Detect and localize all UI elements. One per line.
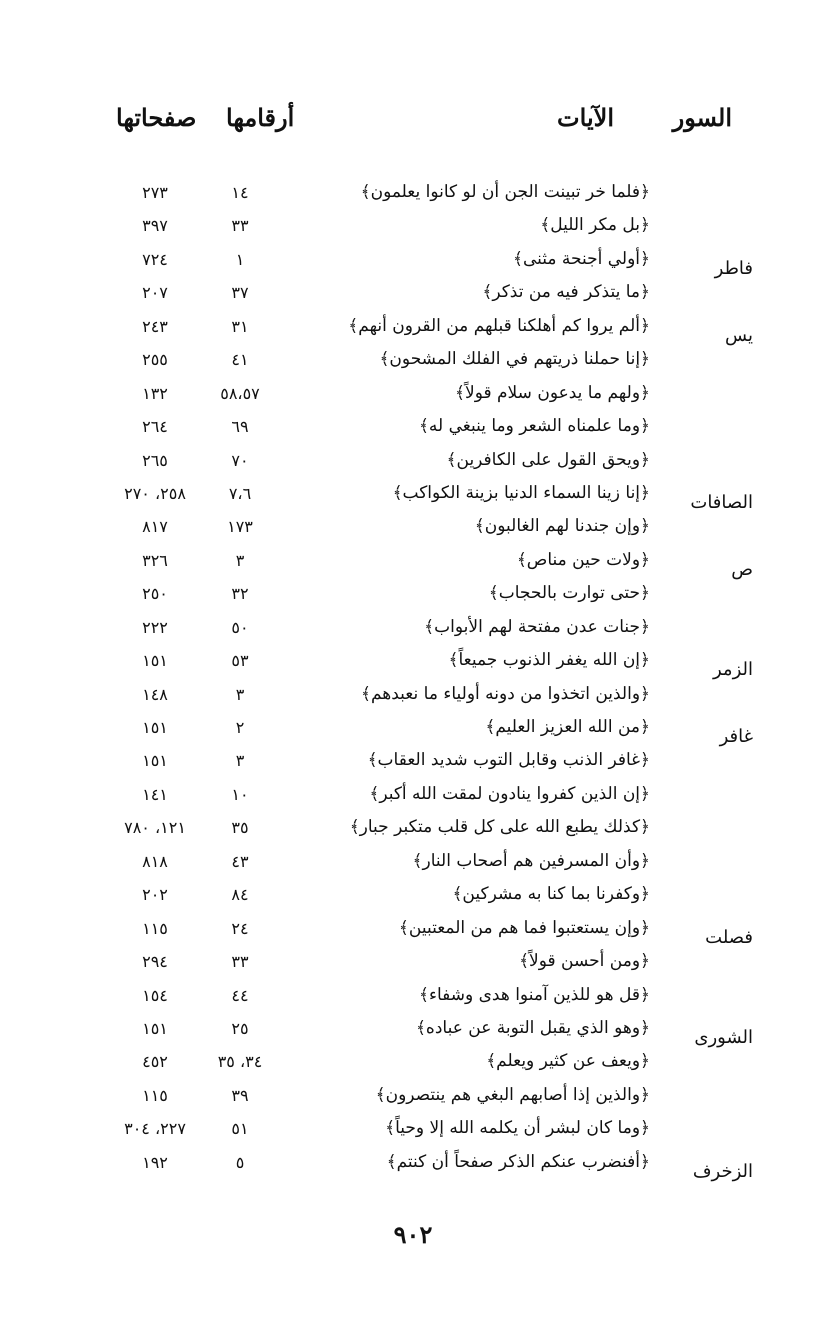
verse-number: ٣٧ <box>231 283 249 303</box>
table-row <box>0 945 826 978</box>
table-row <box>0 979 826 1012</box>
table-row <box>0 377 826 410</box>
table-row <box>0 912 826 948</box>
verse-text: ﴿أولي أجنحة مثنى﴾ <box>513 248 650 269</box>
verse-text: ﴿وإن يستعتبوا فما هم من المعتبين﴾ <box>398 917 650 938</box>
table-row <box>0 310 826 346</box>
verse-number: ٢٥ <box>231 1018 249 1038</box>
table-row <box>0 778 826 811</box>
table-row <box>0 678 826 711</box>
surah-name: الزمر <box>713 659 753 681</box>
verse-text: ﴿والذين اتخذوا من دونه أولياء ما نعبدهم﴾ <box>361 683 650 704</box>
verse-text: ﴿كذلك يطبع الله على كل قلب متكبر جبار﴾ <box>349 817 650 838</box>
verse-text: ﴿فلما خر تبينت الجن أن لو كانوا يعلمون﴾ <box>360 182 650 202</box>
table-row <box>0 209 826 242</box>
verse-number: ٤٣ <box>231 851 249 871</box>
table-row <box>0 1079 826 1112</box>
header-numbers: أرقامها <box>226 103 295 132</box>
surah-name: غافر <box>719 726 753 747</box>
verse-number: ١ <box>235 249 245 269</box>
page-refs: ١٥٤ <box>142 985 168 1005</box>
verse-text: ﴿ما يتذكر فيه من تذكر﴾ <box>482 282 650 303</box>
table-row <box>0 611 826 644</box>
page-refs: ٢٦٤ <box>142 417 168 437</box>
verse-number: ٢٤ <box>231 918 249 938</box>
page-refs: ٢٠٢ <box>142 885 168 905</box>
verse-text: ﴿قل هو للذين آمنوا هدى وشفاء﴾ <box>419 984 650 1005</box>
table-row <box>0 544 826 580</box>
page-refs: ١٥١ <box>142 751 168 771</box>
verse-number: ٧٠ <box>231 450 249 470</box>
verse-number: ٧،٦ <box>228 483 252 503</box>
surah-name: ص <box>731 558 753 580</box>
table-row <box>0 744 826 777</box>
verse-text: ﴿حتى توارت بالحجاب﴾ <box>488 583 650 604</box>
header-ayat: الآيات <box>557 103 614 132</box>
table-row <box>0 444 826 477</box>
page-refs: ٢٥٠ <box>142 584 168 604</box>
table-row <box>0 243 826 279</box>
verse-number: ٥١ <box>231 1119 249 1139</box>
page-refs: ٢٤٣ <box>142 316 168 336</box>
table-row <box>0 176 826 209</box>
page-refs: ١٣٢ <box>142 383 168 403</box>
page-number: ٩٠٢ <box>393 1220 433 1249</box>
surah-name: يس <box>725 324 753 346</box>
verse-text: ﴿أفنضرب عنكم الذكر صفحاً أن كنتم﴾ <box>386 1151 650 1172</box>
page-refs: ٢٦٥ <box>142 450 168 470</box>
verse-text: ﴿وكفرنا بما كنا به مشركين﴾ <box>452 884 650 905</box>
verse-number: ٣ <box>235 550 245 570</box>
table-row <box>0 477 826 513</box>
verse-text: ﴿ولهم ما يدعون سلام قولاً﴾ <box>455 382 650 403</box>
page-refs: ٢٢٧، ٣٠٤ <box>124 1119 186 1139</box>
page-refs: ١٥١ <box>142 718 168 737</box>
verse-text: ﴿وهو الذي يقبل التوبة عن عباده﴾ <box>415 1017 650 1038</box>
verse-number: ٨٤ <box>231 885 249 905</box>
table-row <box>0 845 826 878</box>
page-refs: ١٩٢ <box>142 1152 168 1172</box>
page-refs: ١٢١، ٧٨٠ <box>124 818 186 838</box>
surah-name: فصلت <box>705 926 753 948</box>
page-refs: ٤٥٢ <box>142 1052 168 1072</box>
verse-number: ٥٠ <box>231 617 249 637</box>
page-refs: ١٥١ <box>142 1018 168 1038</box>
page-refs: ٢٠٧ <box>142 283 168 303</box>
table-row <box>0 1045 826 1078</box>
verse-text: ﴿ومن أحسن قولاً﴾ <box>519 951 650 972</box>
verse-number: ١٤ <box>231 183 249 202</box>
verse-number: ٥٣ <box>231 651 249 671</box>
verse-text: ﴿وأن المسرفين هم أصحاب النار﴾ <box>412 850 650 871</box>
verse-number: ٦٩ <box>231 417 249 437</box>
verse-number: ٣١ <box>231 316 249 336</box>
verse-number: ١٠ <box>231 784 249 804</box>
table-row <box>0 711 826 747</box>
page-refs: ١٤٨ <box>142 684 168 704</box>
table-row <box>0 510 826 543</box>
page-refs: ١٥١ <box>142 651 168 671</box>
verse-text: ﴿بل مكر الليل﴾ <box>540 215 650 236</box>
verse-number: ٣٥ <box>231 818 249 838</box>
verse-text: ﴿إن الله يغفر الذنوب جميعاً﴾ <box>448 650 650 671</box>
verse-number: ٣ <box>235 751 245 771</box>
surah-name: فاطر <box>714 257 753 279</box>
table-row <box>0 410 826 443</box>
index-table <box>0 176 826 1182</box>
header-surah: السور <box>672 103 732 132</box>
page-refs: ١٤١ <box>142 784 168 804</box>
page-refs: ١١٥ <box>142 918 168 938</box>
page-refs: ٢٥٨، ٢٧٠ <box>124 483 186 503</box>
page-refs: ١١٥ <box>142 1085 168 1105</box>
verse-text: ﴿إنا زينا السماء الدنيا بزينة الكواكب﴾ <box>392 482 650 503</box>
table-row <box>0 878 826 911</box>
verse-number: ٤٤ <box>231 985 249 1005</box>
header-pages: صفحاتها <box>116 103 197 132</box>
verse-number: ٣ <box>235 684 245 704</box>
verse-number: ٣٣ <box>231 216 249 236</box>
verse-text: ﴿وما علمناه الشعر وما ينبغي له﴾ <box>418 416 650 437</box>
verse-text: ﴿من الله العزيز العليم﴾ <box>485 717 650 737</box>
table-row <box>0 1012 826 1048</box>
verse-text: ﴿إنا حملنا ذريتهم في الفلك المشحون﴾ <box>379 349 650 370</box>
verse-number: ٣٣ <box>231 952 249 972</box>
verse-text: ﴿جنات عدن مفتحة لهم الأبواب﴾ <box>424 616 650 637</box>
table-row <box>0 644 826 681</box>
verse-text: ﴿غافر الذنب وقابل التوب شديد العقاب﴾ <box>367 750 650 771</box>
page-refs: ٣٢٦ <box>142 550 168 570</box>
table-row <box>0 811 826 844</box>
page-refs: ٨١٨ <box>142 851 168 871</box>
verse-text: ﴿إن الذين كفروا ينادون لمقت الله أكبر﴾ <box>369 783 650 804</box>
verse-text: ﴿ويحق القول على الكافرين﴾ <box>446 449 650 470</box>
table-row <box>0 1146 826 1182</box>
page-refs: ٣٩٧ <box>142 216 168 236</box>
page-refs: ٨١٧ <box>142 517 168 537</box>
verse-number: ٣٩ <box>231 1085 249 1105</box>
page-refs: ٢٥٥ <box>142 350 168 370</box>
verse-text: ﴿وإن جندنا لهم الغالبون﴾ <box>474 516 650 537</box>
verse-text: ﴿وما كان لبشر أن يكلمه الله إلا وحياً﴾ <box>385 1118 650 1139</box>
verse-number: ٥ <box>235 1152 245 1172</box>
table-row <box>0 1112 826 1145</box>
verse-text: ﴿والذين إذا أصابهم البغي هم ينتصرون﴾ <box>375 1084 650 1105</box>
verse-text: ﴿ولات حين مناص﴾ <box>516 549 650 570</box>
page-refs: ٧٢٤ <box>142 249 168 269</box>
surah-name: الزخرف <box>692 1160 753 1182</box>
page-refs: ٢٧٣ <box>142 183 168 202</box>
verse-text: ﴿ويعف عن كثير ويعلم﴾ <box>486 1051 650 1072</box>
table-row <box>0 577 826 610</box>
page-refs: ٢٢٢ <box>142 617 168 637</box>
verse-number: ٣٤، ٣٥ <box>217 1052 263 1072</box>
surah-name: الصافات <box>690 491 753 513</box>
verse-text: ﴿ألم يروا كم أهلكنا قبلهم من القرون أنهم﴾ <box>348 315 650 336</box>
table-row <box>0 276 826 309</box>
verse-number: ١٧٣ <box>227 517 253 537</box>
table-row <box>0 343 826 376</box>
verse-number: ٢ <box>235 718 245 737</box>
surah-name: الشورى <box>694 1026 753 1048</box>
verse-number: ٥٨،٥٧ <box>220 383 260 403</box>
page-refs: ٢٩٤ <box>142 952 168 972</box>
verse-number: ٤١ <box>231 350 249 370</box>
verse-number: ٣٢ <box>231 584 249 604</box>
